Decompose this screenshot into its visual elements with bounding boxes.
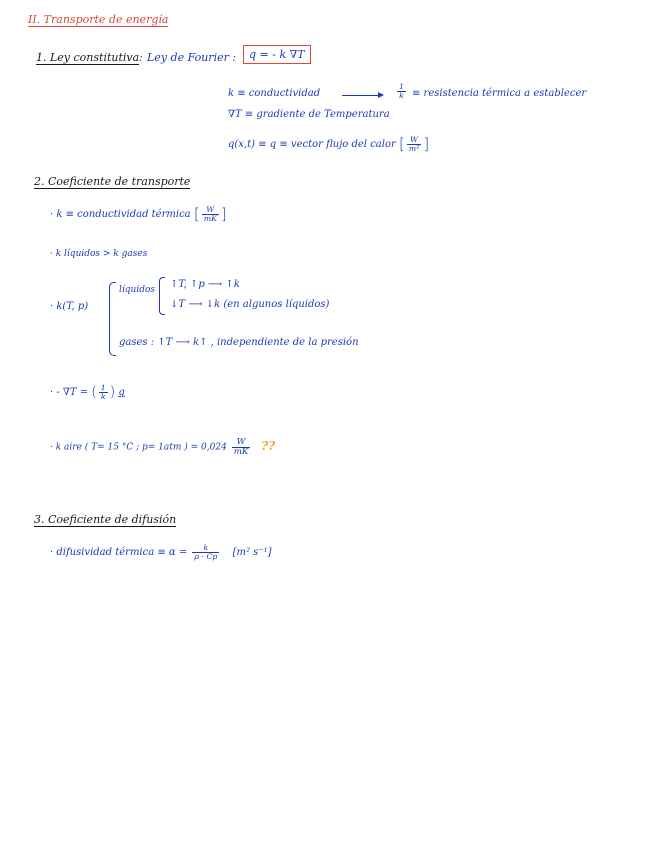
bullet-dot: · [50,208,57,220]
s2-liquids-line-2: ↓T ⟶ ↓k (en algunos líquidos) [170,299,330,310]
s1-inv-den: k [399,90,404,100]
s2-liquids-line-1: ↑T, ↑p ⟶ ↑k [170,279,240,290]
s1-gradient-definition: ∇T ≡ gradiente de Temperatura [228,109,390,120]
s3-b1-num: k [203,543,209,552]
bullet-dot: · [50,301,57,312]
s2-b5-unit-den: mK [233,446,249,457]
s2-b5-question-mark: ?? [261,438,276,453]
s2-bullet-4 [50,384,125,401]
s2-gases-line: gases : ↑T ⟶ k↑ , independiente de la presión [119,337,359,348]
s1-resistance-text: ≡ resistencia térmica a establecer [412,88,587,99]
s2-b1-unit-den: mK [203,213,217,223]
s2-b4-den: k [100,391,106,401]
s2-b5-unit-num: W [236,437,246,447]
s2-bullet-1 [50,206,227,223]
section-heading: II. Transporte de energía [28,13,169,26]
s1-flux-bracket-open: [ [398,134,405,153]
s2-b1-bracket-close: ] [220,204,227,223]
s2-bullet-5 [50,438,275,456]
s2-bullet-3 [50,302,88,312]
s3-bullet-1 [50,544,272,561]
bullet-dot: · [50,442,56,453]
s1-inv-num: 1 [399,82,404,91]
s2-small-brace [159,277,165,315]
s2-b1-bracket-open: [ [193,204,200,223]
s1-flux-text: q(x,t) ≡ q ≡ vector flujo del calor [228,138,396,150]
s1-colon: : [139,51,143,64]
s3-heading: 3. Coeficiente de difusión [34,513,177,526]
s2-b4-paren-close: ) [109,384,116,401]
s2-b4-right: q [118,386,125,398]
s1-heading: 1. Ley constitutiva [36,51,140,64]
s2-bullet-2 [50,250,147,259]
s2-b2-text: k líquidos > k gases [55,249,148,259]
s2-heading: 2. Coeficiente de transporte [34,175,191,188]
s2-liquids-label: líquidos [119,285,155,295]
s2-b1-unit-num: W [206,205,215,214]
bullet-dot: · [50,386,57,398]
s2-b4-left: - ∇T = [56,386,89,398]
s1-flux-bracket-close: ] [423,134,430,153]
s2-big-brace [109,282,116,356]
s2-b4-paren-open: ( [91,384,97,401]
s2-b1-text: k ≡ conductividad térmica [56,208,191,220]
bullet-dot: · [50,546,57,558]
s1-flux-unit-num: W [410,135,419,144]
s1-arrow-head [378,92,384,98]
s1-k-definition: k ≡ conductividad [228,88,321,99]
s1-law-equation: q = - k ∇T [243,45,311,64]
s3-b1-text: difusividad térmica ≡ α = [56,546,188,558]
s2-b4-num: 1 [100,383,106,392]
bullet-dot: · [50,249,56,259]
s3-b1-den: ρ · Cp [194,551,218,561]
s1-flux-unit-den: m² [408,143,420,153]
s2-b5-text: k aire ( T= 15 °C ; p= 1atm ) = 0,024 [55,442,227,453]
s1-flux-definition [228,136,429,153]
s3-b1-unit: [m² s⁻¹] [232,546,272,558]
s1-arrow [342,95,378,96]
s1-law-name: Ley de Fourier : [147,51,237,64]
s1-inverse-k [395,83,408,100]
s2-b3-label: k(T, p) [56,301,89,312]
